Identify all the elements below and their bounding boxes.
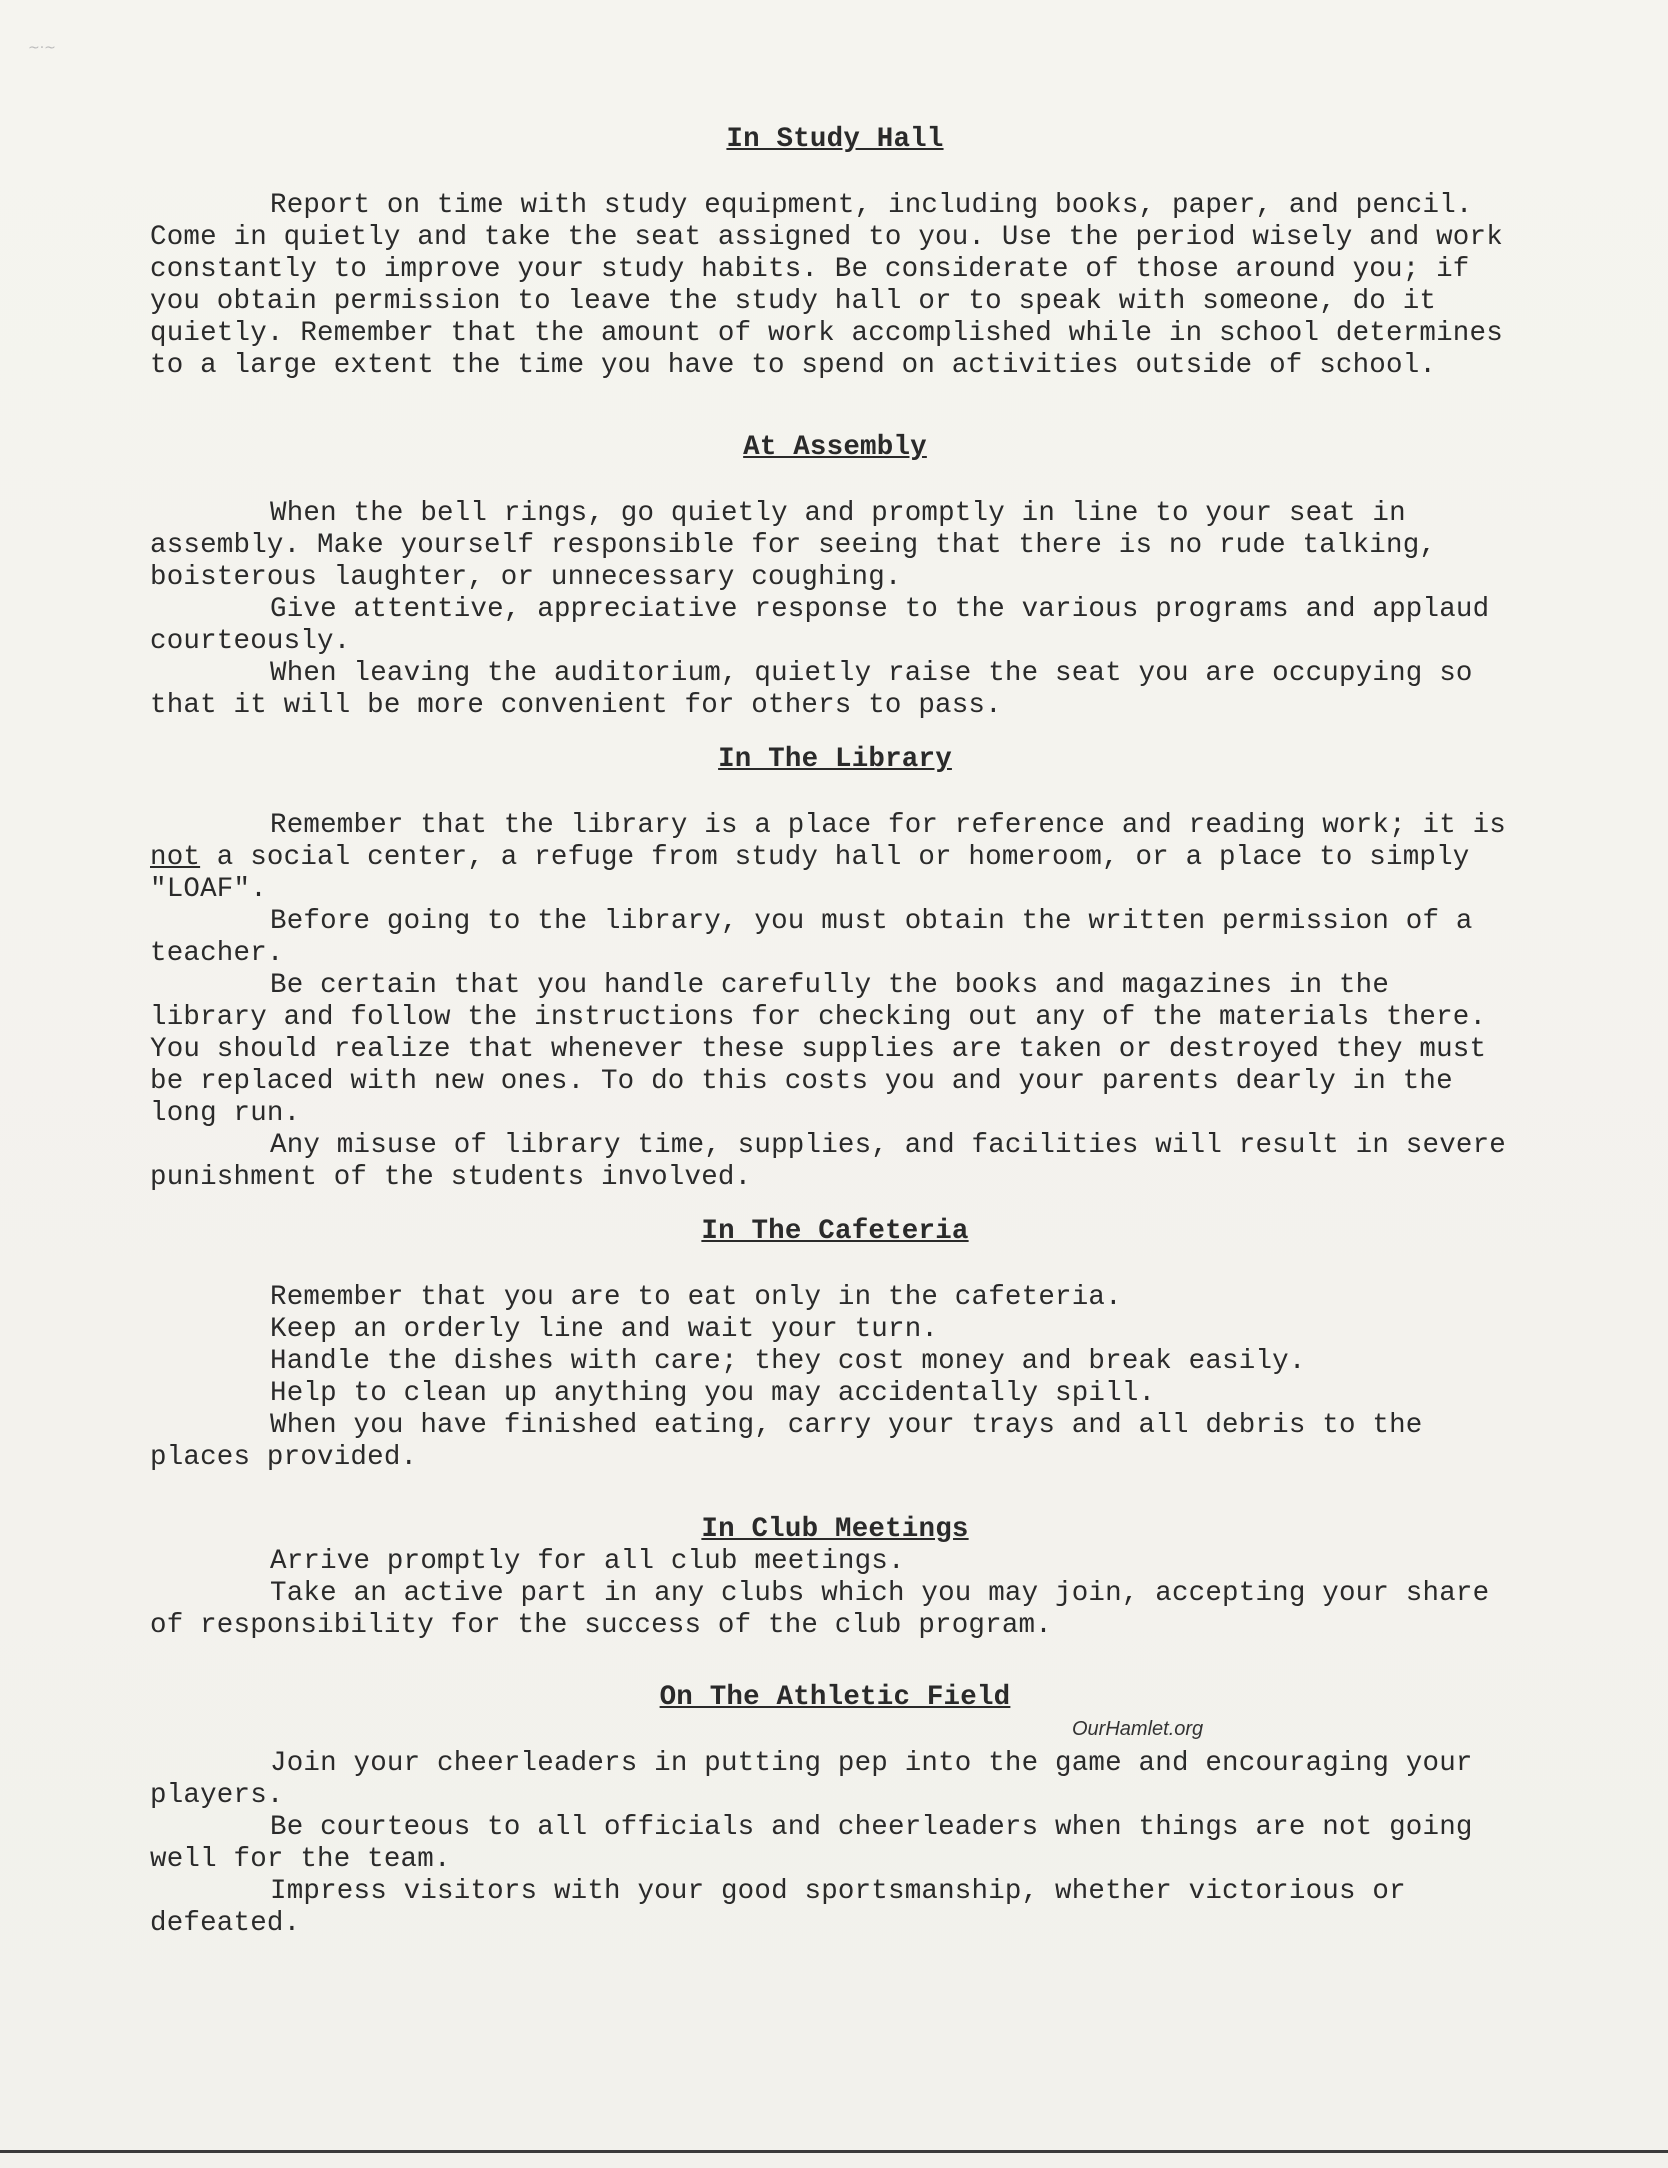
paragraph: When the bell rings, go quietly and promptly in line to your seat in assembly. Make yourself responsible for seeing that there is no rude talking, boisterous laughter, or unnecessary coughing. (150, 498, 1437, 593)
heading-library: In The Library (718, 744, 952, 775)
paragraph: Give attentive, appreciative response to the various programs and applaud courteously. (150, 594, 1490, 657)
paragraph: Help to clean up anything you may accidentally spill. (270, 1378, 1156, 1409)
paragraph: Join your cheerleaders in putting pep into the game and encouraging your players. (150, 1748, 1473, 1811)
paragraph: Take an active part in any clubs which you may join, accepting your share of responsibility for the success of the club program. (150, 1578, 1490, 1641)
paragraph: Remember that you are to eat only in the cafeteria. (270, 1282, 1122, 1313)
corner-blemish-icon: ~·~ (28, 40, 56, 56)
paragraph: Keep an orderly line and wait your turn. (270, 1314, 939, 1345)
paragraph: Any misuse of library time, supplies, and facilities will result in severe punishment of the students involved. (150, 1130, 1506, 1193)
paragraph: Be certain that you handle carefully the books and magazines in the library and follow the instructions for checking out any of the materials there. You should realize that whenever these supplies are taken or destroyed they must be replaced with new ones. To do this costs you and your parents dearly in the long run. (150, 970, 1487, 1129)
paragraph (150, 810, 1520, 906)
paragraph: Be courteous to all officials and cheerleaders when things are not going well for the team. (150, 1812, 1473, 1875)
heading-cafeteria: In The Cafeteria (701, 1216, 969, 1247)
paragraph: Handle the dishes with care; they cost money and break easily. (270, 1346, 1306, 1377)
paragraph: Arrive promptly for all club meetings. (270, 1546, 905, 1577)
emphasis-not: not (150, 842, 201, 873)
paragraph: When you have finished eating, carry your trays and all debris to the places provided. (150, 1410, 1423, 1473)
paragraph: Before going to the library, you must obtain the written permission of a teacher. (150, 906, 1473, 969)
paragraph: Report on time with study equipment, including books, paper, and pencil. Come in quietly and take the seat assigned to you. Use the period wisely and work constantly to improve your study habits. Be considerate of those around you; if you obtain permission to leave the study hall or to speak with someone, do it quietly. Remember that the amount of work accomplished while in school determines to a large extent the time you have to spend on activities outside of school. (150, 190, 1503, 381)
library-text-a: Remember that the library is a place for reference and reading work; it is (270, 810, 1506, 841)
heading-club-meetings: In Club Meetings (701, 1514, 969, 1545)
page-bottom-edge (0, 2150, 1668, 2153)
heading-study-hall: In Study Hall (726, 124, 944, 155)
library-text-b: a social center, a refuge from study hall or homeroom, or a place to simply "LOAF". (150, 842, 1470, 905)
heading-athletic-field: On The Athletic Field (659, 1682, 1011, 1713)
source-watermark: OurHamlet.org (1072, 1718, 1204, 1740)
paragraph: Impress visitors with your good sportsmanship, whether victorious or defeated. (150, 1876, 1406, 1939)
paragraph: When leaving the auditorium, quietly raise the seat you are occupying so that it will be more convenient for others to pass. (150, 658, 1473, 721)
document-body (150, 118, 1520, 1940)
heading-assembly: At Assembly (743, 432, 927, 463)
